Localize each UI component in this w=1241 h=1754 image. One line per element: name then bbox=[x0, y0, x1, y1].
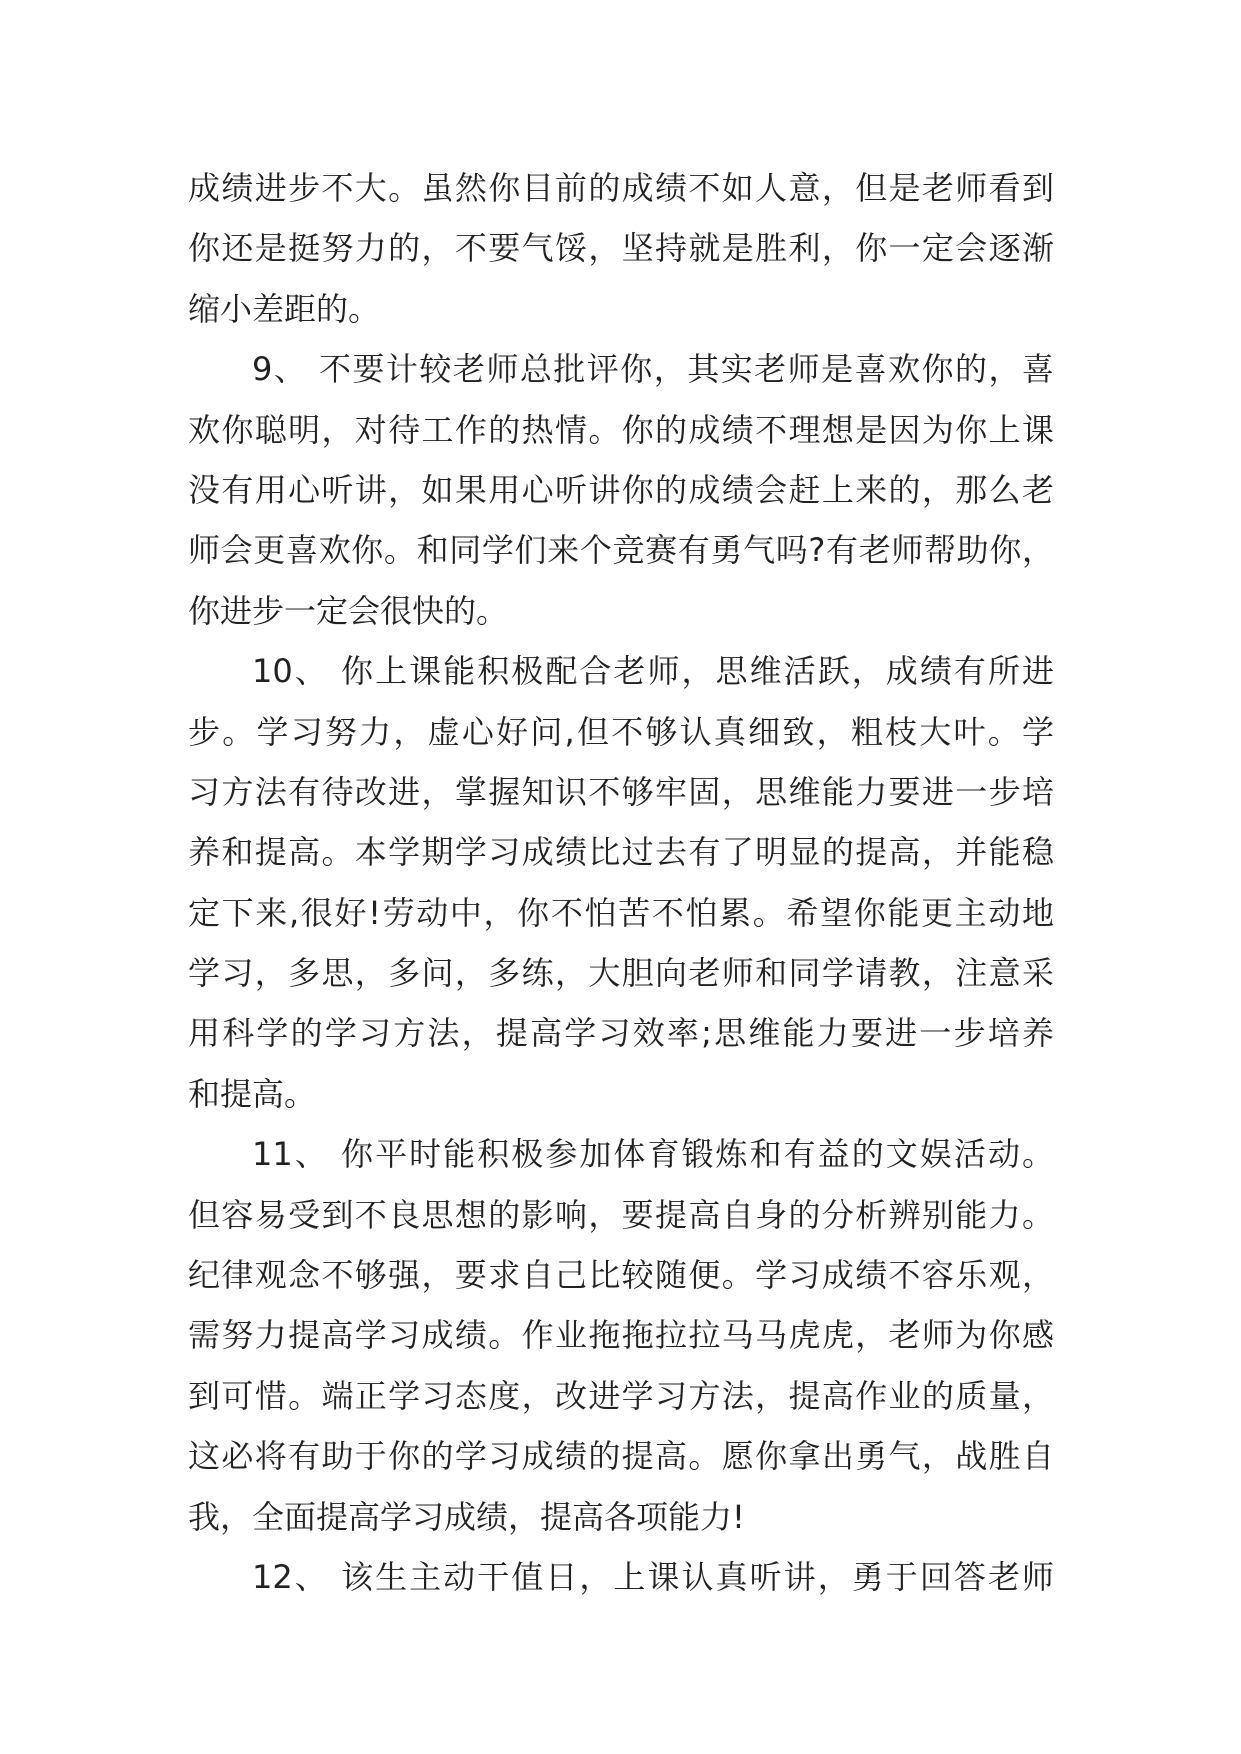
text-line: 我，全面提高学习成绩，提高各项能力! bbox=[188, 1497, 745, 1536]
text-line: 但容易受到不良思想的影响，要提高自身的分析辨别能力。 bbox=[188, 1195, 1054, 1234]
document-body bbox=[188, 158, 1054, 1607]
text-line: 没有用心听讲，如果用心听讲你的成绩会赶上来的，那么老 bbox=[188, 470, 1054, 509]
text-line: 习方法有待改进，掌握知识不够牢固，思维能力要进一步培 bbox=[188, 772, 1054, 811]
text-line: 用科学的学习方法，提高学习效率;思维能力要进一步培养 bbox=[188, 1014, 1054, 1053]
text-line: 缩小差距的。 bbox=[188, 289, 381, 328]
paragraph-first-line: 10、 你上课能积极配合老师，思维活跃，成绩有所进 bbox=[252, 652, 1054, 691]
text-line: 和提高。 bbox=[188, 1074, 317, 1113]
text-line: 欢你聪明，对待工作的热情。你的成绩不理想是因为你上课 bbox=[188, 410, 1054, 449]
text-line: 步。学习努力，虚心好问,但不够认真细致，粗枝大叶。学 bbox=[188, 712, 1054, 751]
text-line: 你还是挺努力的，不要气馁，坚持就是胜利，你一定会逐渐 bbox=[188, 229, 1054, 268]
text-line: 需努力提高学习成绩。作业拖拖拉拉马马虎虎，老师为你感 bbox=[188, 1316, 1054, 1355]
text-line: 定下来,很好!劳动中，你不怕苦不怕累。希望你能更主动地 bbox=[188, 893, 1054, 932]
text-line: 学习，多思，多问，多练，大胆向老师和同学请教，注意采 bbox=[188, 954, 1054, 993]
text-line: 师会更喜欢你。和同学们来个竞赛有勇气吗?有老师帮助你， bbox=[188, 531, 1054, 570]
text-line: 纪律观念不够强，要求自己比较随便。学习成绩不容乐观， bbox=[188, 1256, 1054, 1295]
paragraph-first-line: 11、 你平时能积极参加体育锻炼和有益的文娱活动。 bbox=[252, 1135, 1054, 1174]
text-line: 你进步一定会很快的。 bbox=[188, 591, 509, 630]
text-line: 到可惜。端正学习态度，改进学习方法，提高作业的质量， bbox=[188, 1376, 1054, 1415]
paragraph-first-line: 9、 不要计较老师总批评你，其实老师是喜欢你的，喜 bbox=[252, 350, 1054, 389]
text-line: 成绩进步不大。虽然你目前的成绩不如人意，但是老师看到 bbox=[188, 169, 1054, 207]
text-line: 养和提高。本学期学习成绩比过去有了明显的提高，并能稳 bbox=[188, 833, 1054, 872]
text-line: 这必将有助于你的学习成绩的提高。愿你拿出勇气，战胜自 bbox=[188, 1437, 1054, 1476]
paragraph-first-line: 12、 该生主动干值日，上课认真听讲，勇于回答老师 bbox=[252, 1557, 1054, 1596]
